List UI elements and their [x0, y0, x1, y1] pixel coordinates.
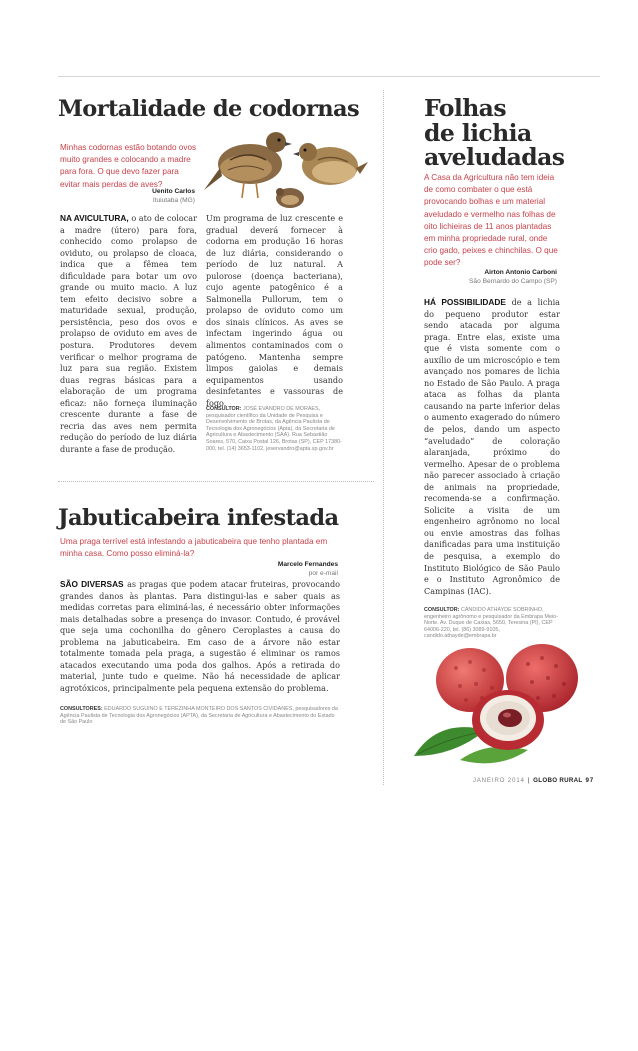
lichia-lead: HÁ POSSIBILIDADE — [424, 297, 506, 307]
lychee-illustration — [408, 638, 588, 772]
lichia-asker-location: São Bernardo do Campo (SP) — [469, 278, 557, 285]
section-divider — [58, 481, 374, 482]
lichia-body — [424, 297, 560, 597]
lichia-body-text: de a lichia do pequeno produtor estar sendo atacada por alguma praga. Entre elas, existe uma que é vista somente com o auxílio de um microscópio e tem avançado nos pomares de lichia no Estado de São Paulo. A praga ataca as folhas da planta causando na parte inferior delas o aumento exagerado do número de pelos, dando um aspecto “aveludado” de coloração alaranjada, próximo do vermelho. Apesar de o problema não parecer associado à criação de animais na propriedade, recomenda-se a confirmação. Solicite a visita de um engenheiro agrônomo no local ou envie amostras das folhas danificadas para uma instituição de pesquisa, a exemplo do Instituto Biológico de São Paulo e o Instituto Agronômico de Campinas (IAC). — [424, 297, 560, 596]
codornas-col1-text: o ato de colocar a madre (útero) para fora, conhecido como prolapso de oviduto, ou prolapso de cloaca, indica que a fêmea tem dificuldade para botar um ovo grande ou muito macio. A luz tem efeito decisivo sobre a maturidade sexual, produção, persistência, peso dos ovos e prolapso de oviduto em aves de postura. Produtores devem verificar o melhor programa de luz para sua região. Existem duas regras básicas para a elaboração de um programa eficaz: não forneça iluminação crescente durante a fase de recria das aves nem permita redução do período de luz diária durante a fase de produção. — [60, 213, 198, 454]
page-footer — [473, 777, 594, 784]
codornas-consultant-text: JOSÉ EVANDRO DE MORAES, pesquisador científico da Unidade de Pesquisa e Desenvolvimento de Brotas, da Agência Paulista de Tecnologia dos Agronegócios (Apta), da Secretaria de Agricultura e Abastecimento (SAA). Rua Sebastião Soares, 570, Caixa Postal 126, Brotas (SP), CEP 17380-000, tel. (14) 3653-1102, jeservandro@apta.sp.gov.br — [206, 406, 342, 452]
jabuticabeira-asker-location: por e-mail — [308, 570, 338, 577]
top-rule — [58, 76, 600, 77]
footer-date: JANEIRO 2014 — [472, 777, 525, 784]
codornas-title: Mortalidade de codornas — [58, 96, 360, 122]
lichia-consultant — [424, 607, 561, 640]
column-divider — [383, 90, 384, 785]
jabuticabeira-body-text: as pragas que podem atacar fruteiras, provocando grandes danos às plantas. Para distingui-las e saber quais as medidas corretas para eliminá-las, é necessário obter informações mais detalhadas sobre a presença do invasor. Contudo, é provável que seja uma cochonilha do gênero Ceroplastes a causa do problema na jabuticabeira. Em caso de a árvore não estar totalmente tomada pela praga, a sugestão é eliminar os ramos atacados executando uma poda dos galhos. Após a retirada do material, junte tudo e queime. Não há necessidade de aplicar agrotóxicos, principalmente pela pequena extensão do problema. — [60, 579, 340, 693]
footer-separator: | — [527, 777, 531, 784]
jabuticabeira-lead: SÃO DIVERSAS — [60, 579, 124, 589]
codornas-body-col1 — [60, 213, 197, 455]
lichia-consultant-label: CONSULTOR: — [424, 607, 460, 613]
codornas-consultant — [206, 406, 346, 452]
codornas-asker-location: Ituiutaba (MG) — [152, 197, 195, 204]
lichia-title-line2: de lichia — [424, 118, 532, 147]
lichia-title — [424, 96, 564, 170]
jabuticabeira-consultants-label: CONSULTORES: — [60, 706, 103, 712]
jabuticabeira-title: Jabuticabeira infestada — [58, 505, 339, 531]
jabuticabeira-consultants-text: EDUARDO SUGUINO E TEREZINHA MONTEIRO DOS SANTOS CIVIDANES, pesquisadores da Agência Paulista de Tecnologia dos Agronegócios (APTA), da Secretaria de Agricultura e Abastecimento do Estado de São Paulo — [60, 706, 338, 726]
codornas-asker — [60, 187, 195, 205]
codornas-asker-name: Uenito Carlos — [152, 188, 195, 195]
lichia-asker-name: Airton Antonio Carboni — [484, 269, 557, 276]
codornas-question: Minhas codornas estão botando ovos muito grandes e colocando a madre para fora. O que devo fazer para evitar mais perdas de aves? — [60, 143, 197, 189]
jabuticabeira-consultants — [60, 706, 342, 726]
lichia-consultant-text: CÂNDIDO ATHAYDE SOBRINHO, engenheiro agrônomo e pesquisador da Embrapa Meio-Norte. Av. Duque de Caxias, 5650, Teresina (PI), CEP 64006-220, tel. (86) 3089-9105, candido.athayde@embrapa.br — [424, 607, 558, 640]
jabuticabeira-question: Uma praga terrível está infestando a jabuticabeira que tenho plantada em minha casa. Como posso eliminá-la? — [60, 537, 328, 559]
footer-brand: GLOBO RURAL — [533, 777, 583, 784]
lichia-question: A Casa da Agricultura não tem ideia de como combater o que está provocando bolhas e um material aveludado e vermelho nas folhas de oito lichieiras de 11 anos plantadas em minha propriedade rural, onde crio gado, peixes e chinchilas. O que pode ser? — [424, 173, 558, 268]
jabuticabeira-asker-name: Marcelo Fernandes — [277, 561, 338, 568]
jabuticabeira-asker — [200, 560, 338, 578]
lichia-title-line3: aveludadas — [424, 143, 565, 171]
jabuticabeira-body — [60, 579, 340, 694]
lichia-title-line1: Folhas — [424, 94, 506, 122]
codornas-lead: NA AVICULTURA, — [60, 213, 129, 223]
quail-illustration — [200, 120, 370, 212]
codornas-body-col2: Um programa de luz crescente e gradual deverá fornecer à codorna em produção 16 horas de luz diária, considerando o período de luz natural. A pulorose (doença bacteriana), cujo agente patogênico é a Salmonella Pullorum, tem o prolapso de oviduto como um dos sinais clínicos. As aves se infectam ingerindo água ou alimentos contaminados com o patógeno. Mantenha sempre limpos gaiolas e demais equipamentos usando desinfetantes e vassouras de fogo. — [206, 213, 343, 408]
codornas-consultant-label: CONSULTOR: — [206, 406, 242, 412]
footer-page-number: 97 — [585, 777, 594, 784]
lichia-asker — [424, 268, 557, 286]
